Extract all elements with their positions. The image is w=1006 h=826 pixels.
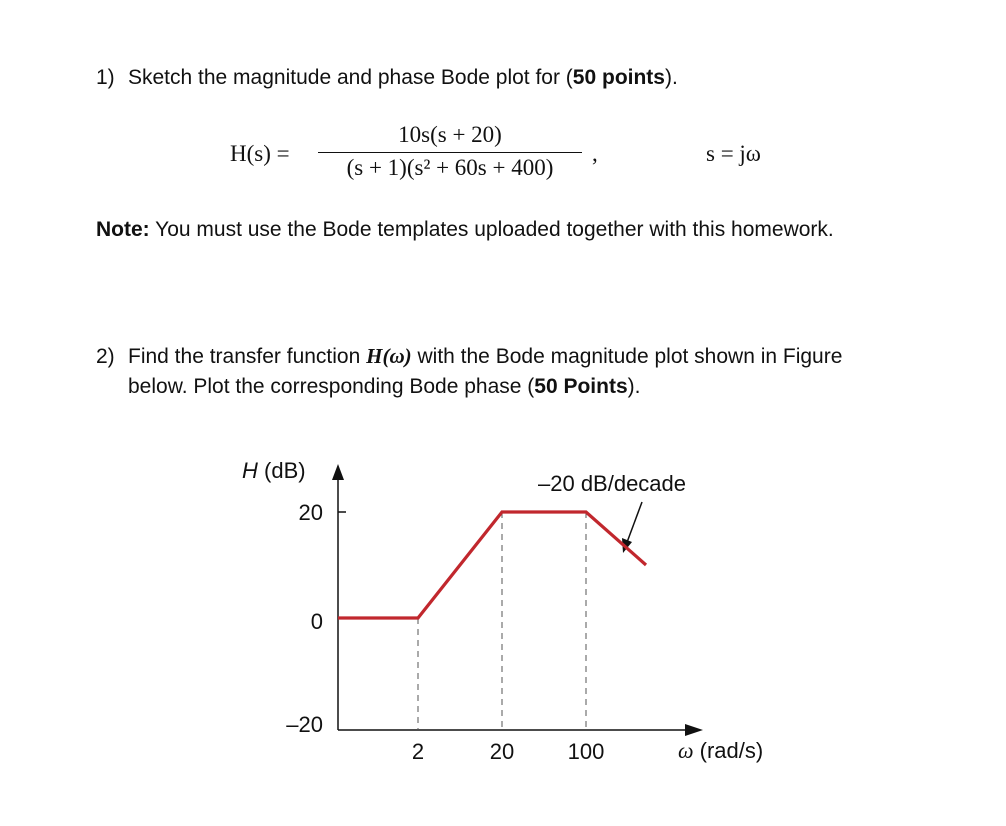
question-2-number: 2) bbox=[96, 345, 115, 368]
x-tick-label-20: 20 bbox=[489, 739, 515, 764]
bode-magnitude-plot bbox=[230, 450, 810, 790]
question-1-points: 50 points bbox=[572, 66, 665, 89]
question-2-text-cont: with the Bode magnitude plot shown in Figure bbox=[411, 345, 843, 368]
question-1 bbox=[96, 63, 678, 93]
slope-annotation: –20 dB/decade bbox=[538, 471, 687, 496]
x-axis-label: ω (rad/s) bbox=[678, 738, 764, 763]
question-2-close: ). bbox=[627, 375, 641, 398]
annotation-arrow-line bbox=[626, 502, 642, 545]
equation-lhs: H(s) = bbox=[230, 141, 290, 166]
question-2-text: Find the transfer function bbox=[128, 345, 367, 368]
equation-fraction bbox=[318, 122, 582, 181]
question-2-line2: below. Plot the corresponding Bode phase ( bbox=[128, 375, 535, 398]
y-tick-label-0: 0 bbox=[310, 609, 323, 634]
note-label: Note: bbox=[96, 218, 150, 241]
y-axis-arrow bbox=[332, 464, 344, 480]
question-2 bbox=[96, 341, 956, 402]
note-text: You must use the Bode templates uploaded together with this homework. bbox=[149, 218, 834, 241]
question-1-number: 1) bbox=[96, 66, 115, 89]
equation-substitution: s = jω bbox=[706, 141, 761, 166]
equation-numerator: 10s(s + 20) bbox=[398, 122, 502, 147]
y-tick-label-neg20: –20 bbox=[286, 712, 323, 737]
equation-denominator: (s + 1)(s² + 60s + 400) bbox=[346, 155, 554, 180]
magnitude-curve bbox=[338, 512, 646, 618]
y-axis-label: H (dB) bbox=[242, 458, 306, 483]
y-tick-label-20: 20 bbox=[298, 500, 323, 525]
x-axis-arrow bbox=[685, 724, 703, 736]
question-1-text: Sketch the magnitude and phase Bode plot for ( bbox=[128, 66, 573, 89]
x-tick-label-100: 100 bbox=[567, 739, 605, 764]
equation-comma: , bbox=[592, 141, 598, 166]
question-2-points: 50 Points bbox=[534, 375, 628, 398]
question-1-close: ). bbox=[664, 66, 678, 89]
x-tick-label-2: 2 bbox=[411, 739, 425, 764]
note bbox=[96, 218, 834, 242]
question-2-function: H(ω) bbox=[366, 344, 412, 368]
